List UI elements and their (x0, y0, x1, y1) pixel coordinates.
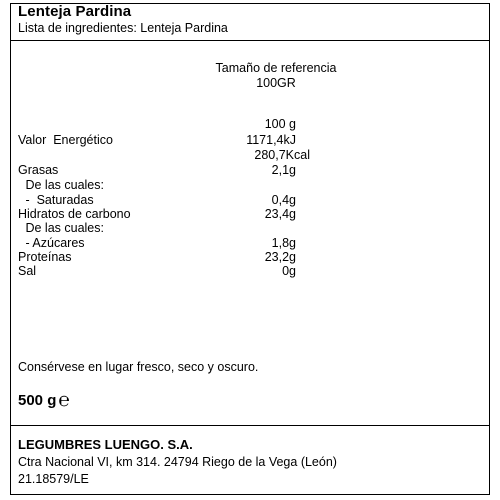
header-divider (10, 40, 490, 41)
nutrition-row-fat-subheading (0, 178, 500, 193)
nutrient-value: 0g (282, 264, 296, 278)
nutrient-value: 1171,4kJ (246, 133, 296, 147)
net-weight (18, 391, 70, 410)
nutrient-name: - Saturadas (22, 193, 94, 207)
nutrition-row-salt (0, 264, 500, 279)
net-weight-value: 500 g (18, 392, 57, 409)
nutrient-name: De las cuales: (22, 221, 104, 235)
nutrient-name: Grasas (18, 163, 59, 177)
footer-divider (10, 425, 490, 426)
product-title: Lenteja Pardina (18, 3, 132, 20)
nutrition-row-carbohydrates (0, 207, 500, 222)
company-address: Ctra Nacional VI, km 314. 24794 Riego de la Vega (León) (18, 455, 337, 469)
reference-size-title: Tamaño de referencia (215, 61, 337, 75)
nutrient-value: 23,4g (264, 207, 296, 221)
registration-code: 21.18579/LE (18, 472, 89, 486)
nutrition-row-sugars (0, 236, 500, 251)
storage-instructions: Consérvese en lugar fresco, seco y oscuro. (18, 360, 259, 374)
nutrient-value: 2,1g (271, 163, 296, 177)
nutrient-name: - Azúcares (22, 236, 85, 250)
nutrition-column-header: 100 g (264, 117, 296, 131)
reference-size-value: 100GR (256, 76, 296, 90)
nutrition-row-saturated (0, 193, 500, 208)
nutrient-name: Proteínas (18, 250, 72, 264)
nutrient-value: 1,8g (271, 236, 296, 250)
nutrient-name: Sal (18, 264, 37, 278)
energy-kcal-value: 280,7Kcal (254, 148, 310, 162)
nutrition-row-carbs-subheading (0, 221, 500, 236)
nutrition-row-fat (0, 163, 500, 178)
company-name: LEGUMBRES LUENGO. S.A. (18, 437, 193, 452)
nutrition-row-protein (0, 250, 500, 265)
estimated-sign-icon: ℮ (58, 390, 70, 411)
nutrient-name: Hidratos de carbono (18, 207, 131, 221)
nutrient-value: 0,4g (271, 193, 296, 207)
nutrient-name: De las cuales: (22, 178, 104, 192)
nutrient-value: 23,2g (264, 250, 296, 264)
nutrition-row-energy (0, 133, 500, 148)
ingredients-list: Lista de ingredientes: Lenteja Pardina (18, 21, 228, 35)
nutrient-name: Valor Energético (18, 133, 113, 147)
